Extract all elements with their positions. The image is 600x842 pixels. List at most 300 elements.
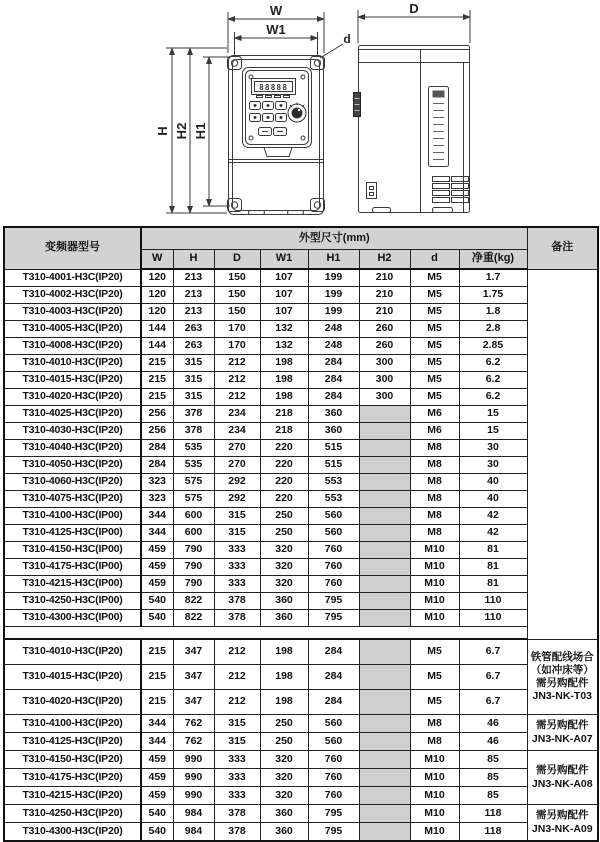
dim-cell-w1: 320 <box>260 787 308 805</box>
table-row <box>4 751 598 769</box>
dim-cell-h2 <box>359 525 410 542</box>
dim-cell-h2 <box>359 576 410 593</box>
dim-cell-h2 <box>359 690 410 715</box>
dim-cell-weight: 6.7 <box>459 639 527 665</box>
dim-cell-w1: 220 <box>260 491 308 508</box>
dim-cell-d: 212 <box>214 690 260 715</box>
col-header-model: 变频器型号 <box>4 227 141 269</box>
dim-cell-h: 990 <box>173 769 214 787</box>
dim-cell-w1: 320 <box>260 542 308 559</box>
dim-cell-w1: 132 <box>260 321 308 338</box>
dim-cell-h2 <box>359 787 410 805</box>
dim-cell-w1: 198 <box>260 389 308 406</box>
dim-cell-h: 315 <box>173 355 214 372</box>
dim-cell-screw: M10 <box>410 542 459 559</box>
dim-cell-h: 347 <box>173 639 214 665</box>
dim-cell-weight: 6.7 <box>459 690 527 715</box>
dim-cell-h2 <box>359 593 410 610</box>
col-header-dims-group: 外型尺寸(mm) <box>141 227 527 250</box>
table-row <box>4 805 598 823</box>
dim-cell-w: 344 <box>141 715 173 733</box>
dim-cell-w1: 198 <box>260 690 308 715</box>
table-row <box>4 338 598 355</box>
remark-cell: 需另购配件 JN3-NK-A07 <box>527 715 598 751</box>
dim-cell-h1: 284 <box>308 389 359 406</box>
dim-cell-screw: M5 <box>410 338 459 355</box>
dim-cell-h2 <box>359 542 410 559</box>
dim-cell-h1: 284 <box>308 665 359 690</box>
dim-cell-h2 <box>359 440 410 457</box>
dim-cell-h2 <box>359 733 410 751</box>
dim-cell-h1: 795 <box>308 593 359 610</box>
front-view <box>228 56 325 215</box>
model-cell: T310-4215-H3C(IP20) <box>4 787 141 805</box>
table-row <box>4 665 598 690</box>
dim-cell-w: 459 <box>141 559 173 576</box>
dim-cell-h2: 300 <box>359 355 410 372</box>
dim-cell-h: 762 <box>173 715 214 733</box>
dim-cell-screw: M10 <box>410 787 459 805</box>
display <box>252 79 296 98</box>
col-header-h2: H2 <box>359 250 410 270</box>
dim-cell-h1: 284 <box>308 372 359 389</box>
dim-cell-d: 292 <box>214 474 260 491</box>
dim-cell-d: 378 <box>214 610 260 627</box>
dim-cell-screw: M5 <box>410 690 459 715</box>
dim-cell-h2 <box>359 665 410 690</box>
dim-cell-h2 <box>359 457 410 474</box>
dim-cell-weight: 15 <box>459 406 527 423</box>
table-row <box>4 321 598 338</box>
dim-cell-screw: M10 <box>410 751 459 769</box>
dim-cell-h1: 560 <box>308 525 359 542</box>
dim-cell-weight: 2.85 <box>459 338 527 355</box>
dim-cell-screw: M5 <box>410 269 459 287</box>
dim-cell-h1: 515 <box>308 440 359 457</box>
dim-cell-h: 790 <box>173 542 214 559</box>
dim-cell-w: 120 <box>141 304 173 321</box>
dim-cell-h1: 248 <box>308 338 359 355</box>
dim-cell-weight: 15 <box>459 423 527 440</box>
dim-cell-w1: 198 <box>260 665 308 690</box>
dim-cell-w1: 107 <box>260 287 308 304</box>
knob <box>288 103 306 123</box>
dim-cell-w: 256 <box>141 423 173 440</box>
dim-cell-w: 144 <box>141 321 173 338</box>
dim-cell-screw: M5 <box>410 372 459 389</box>
dim-cell-h2 <box>359 751 410 769</box>
label-h1: H1 <box>193 122 208 140</box>
remark-cell-empty <box>527 269 598 639</box>
label-depth: D <box>409 1 419 16</box>
dim-cell-weight: 40 <box>459 474 527 491</box>
col-header-weight: 净重(kg) <box>459 250 527 270</box>
dim-cell-weight: 118 <box>459 823 527 842</box>
dim-cell-d: 234 <box>214 406 260 423</box>
dim-cell-h: 790 <box>173 576 214 593</box>
dim-cell-w: 540 <box>141 593 173 610</box>
dim-cell-w: 459 <box>141 769 173 787</box>
dim-cell-weight: 30 <box>459 440 527 457</box>
dim-cell-h2 <box>359 508 410 525</box>
dim-cell-h: 213 <box>173 287 214 304</box>
table-row <box>4 639 598 665</box>
dim-cell-d: 315 <box>214 525 260 542</box>
remark-cell: 需另购配件 JN3-NK-A08 <box>527 751 598 805</box>
dim-cell-h2: 210 <box>359 287 410 304</box>
keypad-buttons <box>250 102 287 136</box>
table-row <box>4 355 598 372</box>
col-header-h1: H1 <box>308 250 359 270</box>
dim-cell-h2 <box>359 823 410 842</box>
table-row <box>4 610 598 627</box>
dim-cell-d: 150 <box>214 304 260 321</box>
dim-cell-w1: 360 <box>260 823 308 842</box>
col-header-d: D <box>214 250 260 270</box>
dim-cell-d: 378 <box>214 823 260 842</box>
spec-table <box>3 226 599 842</box>
label-w: W <box>269 3 283 18</box>
model-cell: T310-4008-H3C(IP20) <box>4 338 141 355</box>
table-row <box>4 474 598 491</box>
col-header-remark: 备注 <box>527 227 598 269</box>
header-row-group <box>4 227 598 250</box>
dim-cell-w1: 132 <box>260 338 308 355</box>
dim-cell-h: 990 <box>173 751 214 769</box>
dim-cell-weight: 1.7 <box>459 269 527 287</box>
dim-cell-w: 344 <box>141 508 173 525</box>
dim-cell-h: 575 <box>173 491 214 508</box>
dim-cell-h1: 284 <box>308 639 359 665</box>
dim-cell-screw: M5 <box>410 639 459 665</box>
dim-cell-screw: M5 <box>410 321 459 338</box>
remark-cell: 需另购配件 JN3-NK-A09 <box>527 805 598 842</box>
dim-cell-w: 323 <box>141 491 173 508</box>
dim-cell-h: 822 <box>173 593 214 610</box>
dim-cell-h2: 300 <box>359 389 410 406</box>
nameplate-label <box>429 87 449 167</box>
dim-cell-h1: 284 <box>308 690 359 715</box>
dim-cell-h: 213 <box>173 269 214 287</box>
model-cell: T310-4030-H3C(IP20) <box>4 423 141 440</box>
table-row <box>4 491 598 508</box>
dim-cell-w1: 320 <box>260 576 308 593</box>
table-row <box>4 559 598 576</box>
dim-cell-h1: 515 <box>308 457 359 474</box>
dim-cell-weight: 42 <box>459 508 527 525</box>
dim-cell-h2 <box>359 715 410 733</box>
dim-cell-d: 212 <box>214 639 260 665</box>
model-cell: T310-4075-H3C(IP20) <box>4 491 141 508</box>
dim-cell-h1: 760 <box>308 769 359 787</box>
dim-cell-d: 212 <box>214 355 260 372</box>
col-header-w1: W1 <box>260 250 308 270</box>
dim-cell-weight: 110 <box>459 593 527 610</box>
dim-cell-h2 <box>359 491 410 508</box>
dim-cell-d: 333 <box>214 769 260 787</box>
dim-cell-screw: M10 <box>410 559 459 576</box>
model-cell: T310-4125-H3C(IP20) <box>4 733 141 751</box>
dim-cell-screw: M8 <box>410 474 459 491</box>
dim-cell-h2 <box>359 559 410 576</box>
separator-row <box>4 627 598 640</box>
dim-cell-h: 790 <box>173 559 214 576</box>
model-cell: T310-4050-H3C(IP20) <box>4 457 141 474</box>
dim-cell-h2 <box>359 610 410 627</box>
dim-cell-d: 212 <box>214 665 260 690</box>
dim-cell-screw: M10 <box>410 823 459 842</box>
dim-cell-d: 315 <box>214 508 260 525</box>
dim-cell-weight: 30 <box>459 457 527 474</box>
dimension-diagram <box>0 0 600 226</box>
dim-cell-screw: M5 <box>410 389 459 406</box>
dim-cell-d: 234 <box>214 423 260 440</box>
dim-cell-w1: 360 <box>260 593 308 610</box>
dim-cell-h2: 300 <box>359 372 410 389</box>
dim-cell-h1: 553 <box>308 474 359 491</box>
dim-cell-weight: 6.2 <box>459 372 527 389</box>
dim-cell-h1: 199 <box>308 287 359 304</box>
dim-cell-h1: 760 <box>308 542 359 559</box>
dim-cell-weight: 85 <box>459 787 527 805</box>
label-d-hole: d <box>343 32 351 46</box>
dim-cell-weight: 46 <box>459 733 527 751</box>
dim-cell-w1: 107 <box>260 304 308 321</box>
model-cell: T310-4125-H3C(IP00) <box>4 525 141 542</box>
dim-cell-h: 575 <box>173 474 214 491</box>
dim-cell-w: 256 <box>141 406 173 423</box>
dim-cell-w: 344 <box>141 733 173 751</box>
dim-cell-w1: 198 <box>260 355 308 372</box>
model-cell: T310-4175-H3C(IP20) <box>4 769 141 787</box>
model-cell: T310-4015-H3C(IP20) <box>4 372 141 389</box>
dim-cell-h: 315 <box>173 389 214 406</box>
dim-cell-weight: 46 <box>459 715 527 733</box>
dim-cell-h1: 199 <box>308 304 359 321</box>
dim-cell-w: 284 <box>141 440 173 457</box>
dim-cell-w: 120 <box>141 287 173 304</box>
dim-cell-screw: M8 <box>410 733 459 751</box>
model-cell: T310-4250-H3C(IP00) <box>4 593 141 610</box>
col-header-h: H <box>173 250 214 270</box>
dim-cell-w: 540 <box>141 805 173 823</box>
table-row <box>4 690 598 715</box>
dim-cell-h: 263 <box>173 321 214 338</box>
dim-cell-w: 215 <box>141 355 173 372</box>
dim-cell-w: 215 <box>141 389 173 406</box>
dim-cell-w1: 360 <box>260 610 308 627</box>
dim-cell-d: 292 <box>214 491 260 508</box>
dim-cell-d: 212 <box>214 389 260 406</box>
dim-cell-h: 762 <box>173 733 214 751</box>
dim-cell-h1: 284 <box>308 355 359 372</box>
dim-cell-weight: 6.7 <box>459 665 527 690</box>
dim-cell-h1: 360 <box>308 423 359 440</box>
dim-cell-d: 333 <box>214 751 260 769</box>
dim-cell-screw: M10 <box>410 576 459 593</box>
model-cell: T310-4215-H3C(IP00) <box>4 576 141 593</box>
model-cell: T310-4300-H3C(IP00) <box>4 610 141 627</box>
dim-cell-w: 215 <box>141 665 173 690</box>
side-view <box>354 46 470 213</box>
dim-cell-weight: 110 <box>459 610 527 627</box>
dim-cell-w1: 360 <box>260 805 308 823</box>
table-row <box>4 787 598 805</box>
dim-cell-d: 270 <box>214 440 260 457</box>
dim-cell-screw: M8 <box>410 508 459 525</box>
model-cell: T310-4025-H3C(IP20) <box>4 406 141 423</box>
dim-cell-screw: M6 <box>410 406 459 423</box>
table-row <box>4 508 598 525</box>
table-row <box>4 304 598 321</box>
dim-cell-w: 215 <box>141 372 173 389</box>
dim-cell-w: 144 <box>141 338 173 355</box>
dim-cell-h: 600 <box>173 508 214 525</box>
model-cell: T310-4060-H3C(IP20) <box>4 474 141 491</box>
model-cell: T310-4020-H3C(IP20) <box>4 389 141 406</box>
dim-cell-d: 170 <box>214 321 260 338</box>
dim-cell-screw: M5 <box>410 304 459 321</box>
dim-cell-d: 378 <box>214 593 260 610</box>
dim-cell-h2 <box>359 406 410 423</box>
dim-cell-h1: 760 <box>308 751 359 769</box>
model-cell: T310-4002-H3C(IP20) <box>4 287 141 304</box>
dim-cell-w: 540 <box>141 823 173 842</box>
dim-cell-d: 333 <box>214 576 260 593</box>
table-row <box>4 769 598 787</box>
table-row <box>4 733 598 751</box>
dim-cell-d: 270 <box>214 457 260 474</box>
dim-cell-d: 333 <box>214 559 260 576</box>
dim-cell-w1: 198 <box>260 372 308 389</box>
dim-cell-w1: 250 <box>260 733 308 751</box>
dim-cell-d: 315 <box>214 733 260 751</box>
table-row <box>4 406 598 423</box>
dim-cell-w1: 220 <box>260 457 308 474</box>
dim-cell-w: 459 <box>141 787 173 805</box>
dim-cell-w1: 320 <box>260 769 308 787</box>
dim-cell-h1: 760 <box>308 576 359 593</box>
dim-cell-w1: 218 <box>260 406 308 423</box>
dim-cell-w1: 320 <box>260 751 308 769</box>
dim-cell-screw: M10 <box>410 769 459 787</box>
dim-cell-h: 378 <box>173 423 214 440</box>
dim-cell-h2 <box>359 423 410 440</box>
table-row <box>4 542 598 559</box>
dim-cell-weight: 42 <box>459 525 527 542</box>
dim-cell-d: 150 <box>214 287 260 304</box>
dim-cell-h1: 553 <box>308 491 359 508</box>
dim-cell-w1: 107 <box>260 269 308 287</box>
dim-cell-d: 333 <box>214 787 260 805</box>
model-cell: T310-4010-H3C(IP20) <box>4 355 141 372</box>
keypad <box>243 68 312 148</box>
dim-cell-h: 263 <box>173 338 214 355</box>
dim-cell-w1: 250 <box>260 508 308 525</box>
dim-cell-h2 <box>359 474 410 491</box>
table-row <box>4 269 598 287</box>
model-cell: T310-4015-H3C(IP20) <box>4 665 141 690</box>
display-digits: 88888 <box>258 83 289 92</box>
dim-cell-w: 120 <box>141 269 173 287</box>
dim-cell-h2 <box>359 805 410 823</box>
dim-cell-h: 347 <box>173 690 214 715</box>
dim-cell-w1: 220 <box>260 474 308 491</box>
dim-cell-h2: 260 <box>359 338 410 355</box>
dim-cell-h1: 248 <box>308 321 359 338</box>
label-w1: W1 <box>266 22 286 37</box>
dim-cell-weight: 85 <box>459 769 527 787</box>
dim-cell-d: 315 <box>214 715 260 733</box>
model-cell: T310-4100-H3C(IP00) <box>4 508 141 525</box>
dim-cell-weight: 85 <box>459 751 527 769</box>
dim-cell-h1: 560 <box>308 715 359 733</box>
dim-cell-weight: 6.2 <box>459 389 527 406</box>
dim-cell-h: 984 <box>173 805 214 823</box>
model-cell: T310-4100-H3C(IP20) <box>4 715 141 733</box>
dim-cell-screw: M5 <box>410 355 459 372</box>
dim-cell-weight: 81 <box>459 576 527 593</box>
table-row <box>4 372 598 389</box>
table-row <box>4 423 598 440</box>
dim-cell-d: 212 <box>214 372 260 389</box>
dim-cell-w: 459 <box>141 542 173 559</box>
dimension-lines <box>166 10 470 213</box>
dim-cell-weight: 81 <box>459 559 527 576</box>
model-cell: T310-4150-H3C(IP20) <box>4 751 141 769</box>
table-row <box>4 440 598 457</box>
table-row <box>4 389 598 406</box>
model-cell: T310-4001-H3C(IP20) <box>4 269 141 287</box>
dim-cell-w: 284 <box>141 457 173 474</box>
dim-cell-w1: 198 <box>260 639 308 665</box>
model-cell: T310-4250-H3C(IP20) <box>4 805 141 823</box>
model-cell: T310-4150-H3C(IP00) <box>4 542 141 559</box>
dim-cell-d: 150 <box>214 269 260 287</box>
dim-cell-h2: 260 <box>359 321 410 338</box>
dim-cell-h2: 210 <box>359 304 410 321</box>
dim-cell-screw: M10 <box>410 610 459 627</box>
label-h: H <box>155 126 170 136</box>
dim-cell-h2: 210 <box>359 269 410 287</box>
dim-cell-h: 213 <box>173 304 214 321</box>
dim-cell-w: 540 <box>141 610 173 627</box>
dim-cell-d: 378 <box>214 805 260 823</box>
col-header-w: W <box>141 250 173 270</box>
separator-cell <box>4 627 527 640</box>
dim-cell-h1: 560 <box>308 508 359 525</box>
dim-cell-h: 990 <box>173 787 214 805</box>
dim-cell-w1: 250 <box>260 715 308 733</box>
dim-cell-h1: 760 <box>308 787 359 805</box>
dim-cell-weight: 6.2 <box>459 355 527 372</box>
dim-cell-w: 459 <box>141 576 173 593</box>
dim-cell-screw: M8 <box>410 440 459 457</box>
dim-cell-weight: 118 <box>459 805 527 823</box>
dim-cell-weight: 40 <box>459 491 527 508</box>
dim-cell-h2 <box>359 769 410 787</box>
dim-cell-weight: 1.8 <box>459 304 527 321</box>
dim-cell-h: 535 <box>173 440 214 457</box>
dim-cell-w1: 320 <box>260 559 308 576</box>
dim-cell-h: 822 <box>173 610 214 627</box>
dim-cell-h: 347 <box>173 665 214 690</box>
table-row <box>4 525 598 542</box>
dim-cell-w1: 218 <box>260 423 308 440</box>
table-row <box>4 593 598 610</box>
dim-cell-h1: 560 <box>308 733 359 751</box>
dim-cell-weight: 2.8 <box>459 321 527 338</box>
